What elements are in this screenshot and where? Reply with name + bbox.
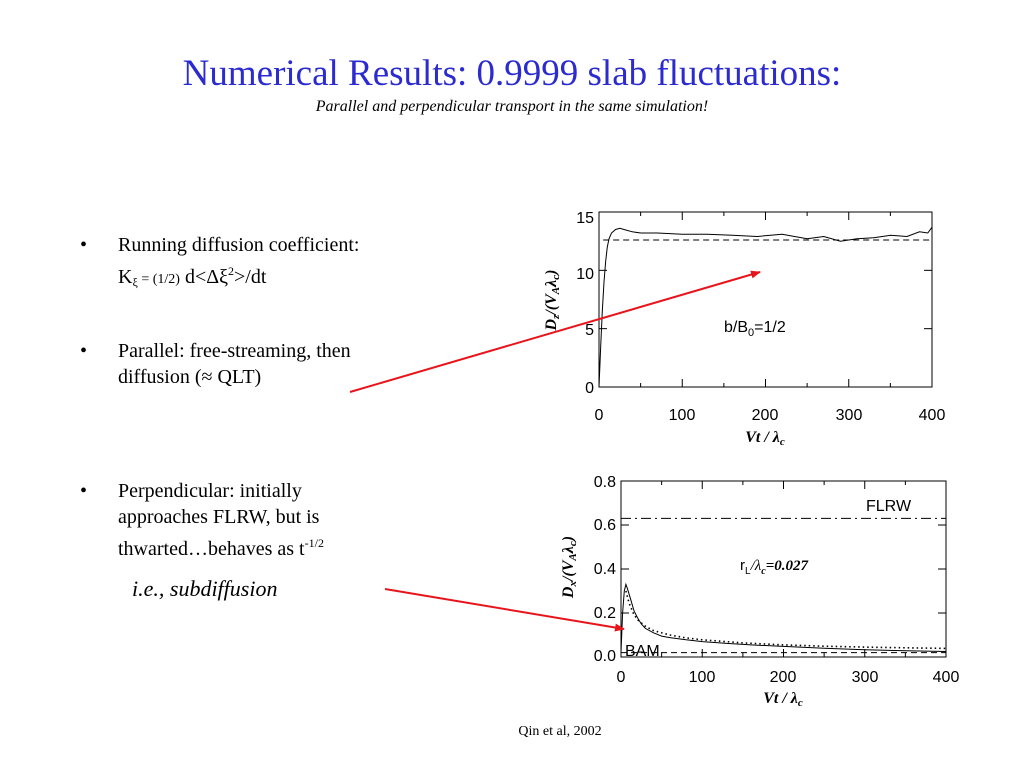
x-tick-label: 0	[616, 669, 626, 686]
bullet-line: diffusion (≈ QLT)	[118, 366, 262, 388]
equals: =	[137, 272, 153, 287]
y-tick-label: 0.0	[593, 648, 616, 665]
y-tick-labels	[594, 474, 616, 665]
x-tick-label: 400	[932, 669, 960, 686]
x-tick-label: 200	[769, 669, 797, 686]
bullet-dot: •	[80, 234, 88, 256]
y-tick-label: 0.4	[593, 561, 616, 578]
x-tick-label: 400	[918, 407, 946, 424]
equation-a: d<Δξ	[179, 266, 228, 288]
bullet-line: Running diffusion coefficient:	[118, 234, 360, 256]
x-axis-label: Vt / λc	[745, 429, 785, 448]
slide-title: Numerical Results: 0.9999 slab fluctuations:	[182, 53, 842, 94]
subdiffusion-note: i.e., subdiffusion	[132, 576, 278, 601]
y-tick-label: 0.2	[593, 605, 616, 622]
equation-b: >/dt	[234, 266, 267, 288]
y-tick-label: 10	[576, 266, 594, 283]
chart-perpendicular	[560, 474, 959, 709]
larmor-ratio-annotation: $r_L/\lambda_c=0.027$	[740, 557, 808, 577]
arrow-to-perpendicular-plot	[385, 589, 624, 629]
x-tick-label: 100	[688, 669, 716, 686]
bullet-dot: •	[80, 480, 88, 502]
flrw-label: FLRW	[866, 498, 912, 515]
y-axis-label: Dz/(VAλc)	[543, 269, 562, 331]
k-symbol: K	[118, 266, 133, 288]
axis-ticks	[599, 212, 932, 387]
power-sup: -1/2	[304, 536, 324, 550]
chart-parallel	[543, 210, 945, 448]
bullet-line-text: thwarted…behaves as t	[118, 538, 305, 560]
bullet-line: Parallel: free-streaming, then	[118, 340, 351, 362]
citation: Qin et al, 2002	[518, 724, 602, 739]
equation-sup: 2	[228, 264, 234, 278]
plot-frame	[599, 212, 932, 387]
bullet-line: approaches FLRW, but is	[118, 506, 320, 528]
half-factor: (1/2)	[152, 272, 180, 287]
x-tick-labels	[595, 407, 946, 424]
k-subscript: ξ	[132, 275, 138, 289]
fit-dotted-curve	[626, 591, 946, 648]
y-tick-label: 5	[585, 322, 594, 339]
bullet-dot: •	[80, 340, 88, 362]
y-tick-label: 0	[585, 380, 594, 397]
y-tick-label: 0.6	[593, 517, 616, 534]
x-axis-label: Vt / λc	[763, 690, 803, 709]
x-tick-label: 300	[835, 407, 863, 424]
x-tick-label: 100	[668, 407, 696, 424]
y-tick-label: 0.8	[593, 474, 616, 491]
x-tick-label: 300	[851, 669, 879, 686]
bam-label: BAM	[625, 643, 660, 660]
y-tick-label: 15	[576, 210, 594, 227]
y-tick-labels	[576, 210, 594, 397]
field-ratio-annotation: $b/B_0=1/2$	[724, 319, 786, 339]
slide-subtitle: Parallel and perpendicular transport in the same simulation!	[315, 98, 709, 115]
parallel-diffusion-curve	[599, 227, 932, 387]
x-tick-label: 0	[594, 407, 604, 424]
x-tick-label: 200	[751, 407, 779, 424]
x-tick-labels	[617, 669, 960, 686]
y-axis-label: Dx/(VAλc)	[560, 535, 579, 599]
perpendicular-diffusion-curve	[621, 584, 946, 652]
bullet-line: Perpendicular: initially	[118, 480, 302, 502]
